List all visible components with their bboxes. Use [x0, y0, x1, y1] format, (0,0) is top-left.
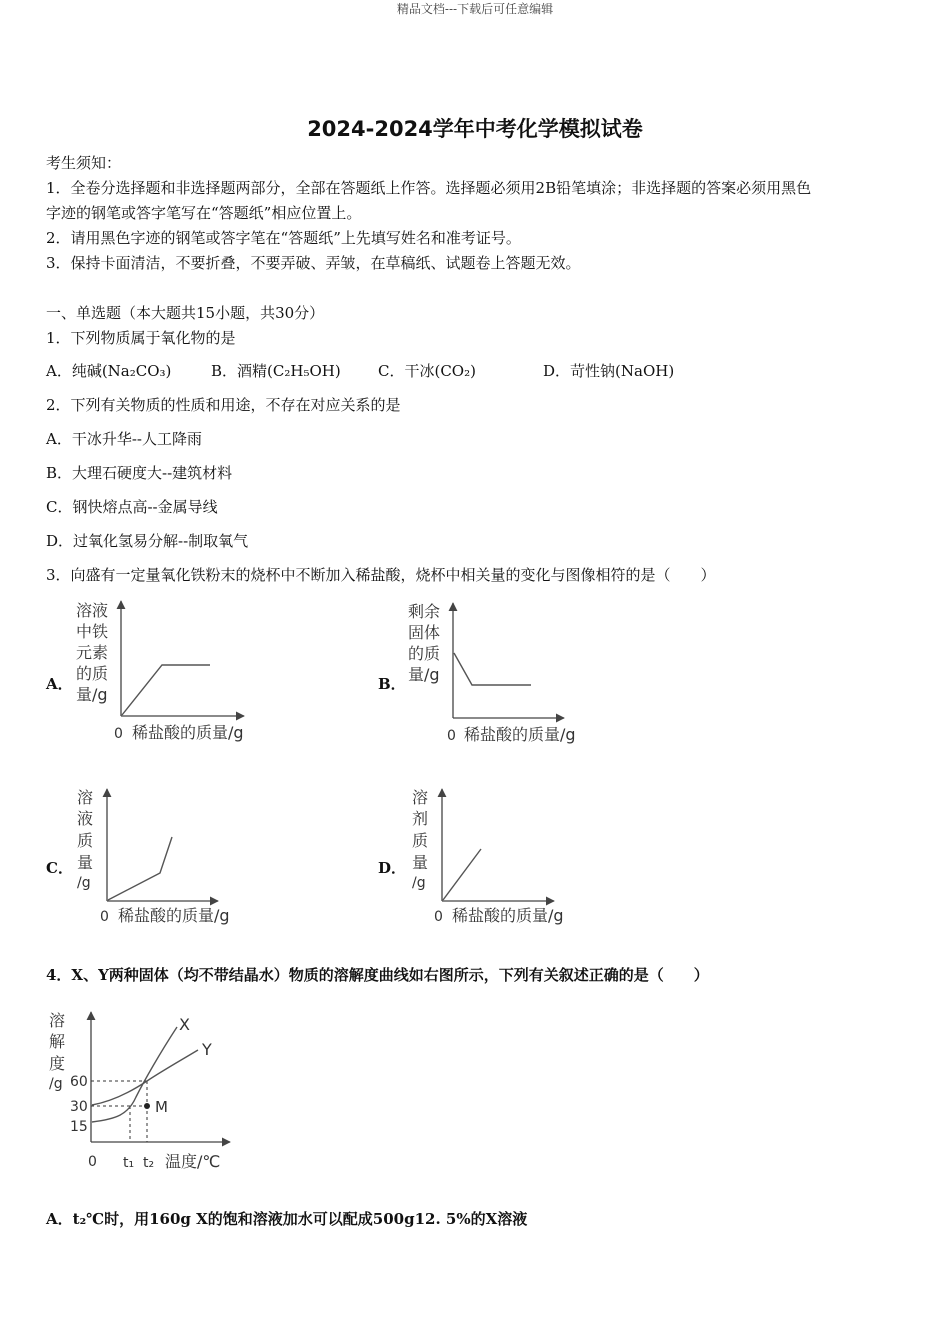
graph-d-ylabel-3: 质	[412, 831, 429, 850]
q3-graph-d	[404, 780, 576, 930]
graph-d-ylabel-5: /g	[412, 875, 426, 891]
q4-label-x: X	[179, 1015, 190, 1034]
graph-c-origin: 0	[100, 909, 109, 925]
q4-label-m: M	[155, 1098, 168, 1116]
q4-option-a: A．t₂℃时，用160g X的饱和溶液加水可以配成500g12. 5%的X溶液	[46, 1210, 528, 1228]
notice-item-1a: 1．全卷分选择题和非选择题两部分，全部在答题纸上作答。选择题必须用2B铅笔填涂；非选择题的答案必须用黑色	[46, 179, 812, 197]
graph-c-ylabel-1: 溶	[77, 788, 94, 807]
notice-item-3: 3．保持卡面清洁，不要折叠，不要弄破、弄皱，在草稿纸、试题卷上答题无效。	[46, 254, 581, 272]
notice-item-1b: 字迹的钢笔或答字笔写在“答题纸”相应位置上。	[46, 204, 362, 222]
q2-option-c: C．钢快熔点高--金属导线	[46, 498, 218, 516]
q1-option-a: A．纯碱(Na₂CO₃)	[46, 362, 172, 380]
q4-stem: 4．X、Y两种固体（均不带结晶水）物质的溶解度曲线如右图所示，下列有关叙述正确的是（ ）	[46, 966, 709, 984]
graph-c-curve	[108, 837, 172, 900]
notice-item-2: 2．请用黑色字迹的钢笔或答字笔在“答题纸”上先填写姓名和准考证号。	[46, 229, 521, 247]
page-header: 精品文档---下载后可任意编辑	[396, 2, 554, 16]
graph-c-xlabel: 稀盐酸的质量/g	[118, 906, 230, 925]
graph-b-xlabel: 稀盐酸的质量/g	[464, 725, 576, 744]
notice-heading: 考生须知：	[46, 154, 122, 172]
q4-label-y: Y	[202, 1040, 212, 1059]
q1-stem: 1．下列物质属于氧化物的是	[46, 329, 236, 347]
q4-tick-t2: t₂	[143, 1155, 155, 1171]
graph-a-ylabel-2: 中铁	[76, 622, 109, 641]
graph-c-ylabel-2: 液	[77, 809, 94, 828]
q4-point-m	[144, 1103, 150, 1109]
q4-solubility-graph	[44, 1005, 244, 1177]
q2-option-d: D．过氧化氢易分解--制取氧气	[46, 532, 249, 550]
q3-option-a: A．	[46, 675, 73, 693]
graph-b-ylabel-2: 固体	[408, 623, 441, 642]
graph-d-origin: 0	[434, 909, 443, 925]
graph-d-xlabel: 稀盐酸的质量/g	[452, 906, 564, 925]
q1-option-c: C．干冰(CO₂)	[378, 362, 476, 380]
graph-a-origin: 0	[114, 726, 123, 742]
q3-option-c: C．	[46, 859, 73, 877]
graph-b-origin: 0	[447, 728, 456, 744]
graph-d-ylabel-2: 剂	[412, 809, 429, 828]
q4-tick-30: 30	[70, 1099, 88, 1115]
q4-ylabel-4: /g	[49, 1076, 63, 1092]
q2-option-b: B．大理石硬度大--建筑材料	[46, 464, 233, 482]
q4-ylabel-1: 溶	[49, 1011, 66, 1030]
graph-d-ylabel-1: 溶	[412, 788, 429, 807]
graph-c-ylabel-3: 质	[77, 831, 94, 850]
graph-c-ylabel-5: /g	[77, 875, 91, 891]
graph-a-ylabel-3: 元素	[76, 643, 109, 662]
section-heading: 一、单选题（本大题共15小题，共30分）	[46, 304, 325, 322]
q2-option-a: A．干冰升华--人工降雨	[46, 430, 202, 448]
graph-a-ylabel-1: 溶液	[76, 601, 109, 620]
graph-a-ylabel-4: 的质	[76, 664, 109, 683]
q4-origin: 0	[88, 1154, 97, 1170]
graph-a-ylabel-5: 量/g	[76, 685, 108, 704]
q3-graph-c	[70, 780, 240, 930]
q4-tick-15: 15	[70, 1119, 88, 1135]
graph-c-ylabel-4: 量	[77, 853, 94, 872]
graph-b-ylabel-1: 剩余	[408, 602, 441, 621]
q4-ylabel-3: 度	[49, 1054, 66, 1073]
q4-ylabel-2: 解	[49, 1032, 66, 1051]
page-title: 2024-2024学年中考化学模拟试卷	[307, 117, 643, 141]
graph-b-ylabel-4: 量/g	[408, 665, 440, 684]
graph-d-curve	[443, 849, 481, 900]
q3-graph-b	[402, 595, 587, 750]
q1-option-b: B．酒精(C₂H₅OH)	[211, 362, 341, 380]
q4-tick-t1: t₁	[123, 1155, 135, 1171]
q4-tick-60: 60	[70, 1074, 88, 1090]
graph-a-xlabel: 稀盐酸的质量/g	[132, 723, 244, 742]
graph-b-curve	[454, 653, 531, 685]
graph-a-curve	[122, 665, 210, 715]
graph-b-ylabel-3: 的质	[408, 644, 441, 663]
q4-xlabel: 温度/℃	[165, 1152, 221, 1171]
q3-stem: 3．向盛有一定量氧化铁粉末的烧杯中不断加入稀盐酸，烧杯中相关量的变化与图像相符的是（ ）	[46, 566, 716, 584]
q2-stem: 2．下列有关物质的性质和用途，不存在对应关系的是	[46, 396, 401, 414]
graph-d-ylabel-4: 量	[412, 853, 429, 872]
q1-option-d: D．苛性钠(NaOH)	[543, 362, 675, 380]
q3-graph-a	[70, 595, 250, 750]
q4-curve-y	[92, 1050, 198, 1105]
q3-option-d: D．	[378, 859, 407, 877]
q3-option-b: B．	[378, 675, 406, 693]
